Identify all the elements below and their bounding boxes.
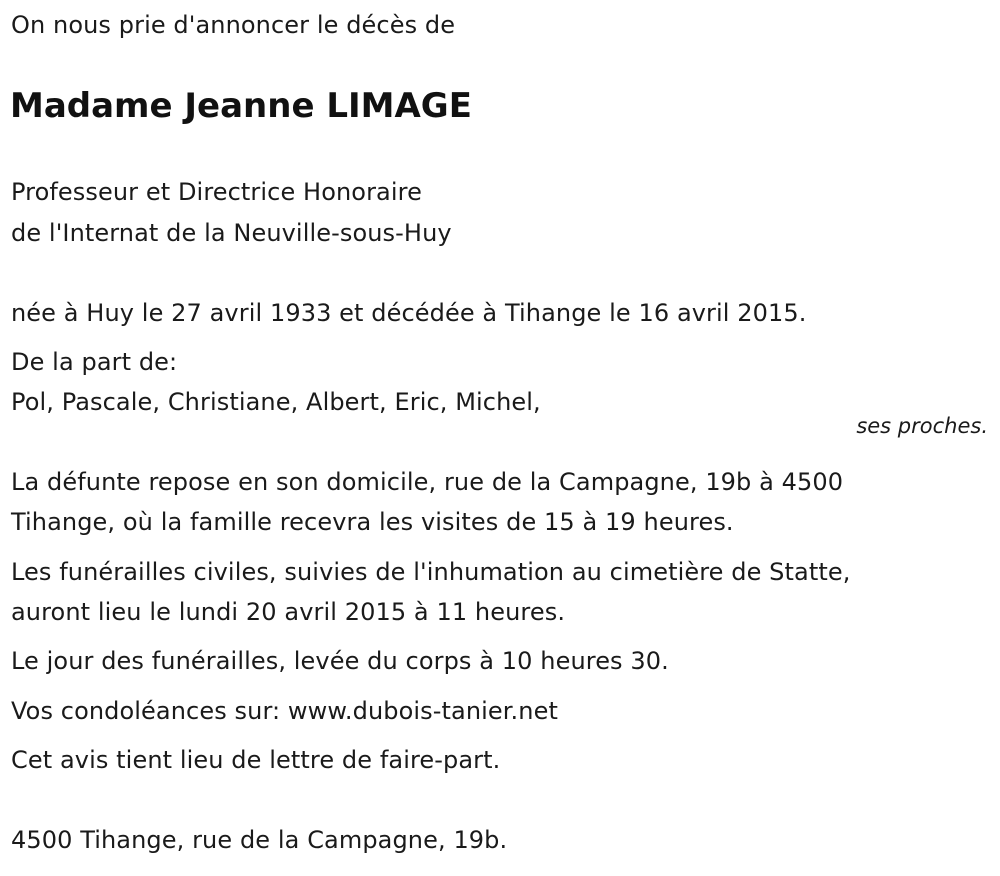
rest-line-2: Tihange, où la famille recevra les visites de 15 à 19 heures. [11,508,734,536]
condolences-text: Vos condoléances sur: www.dubois-tanier.net [11,697,558,725]
family-names: Pol, Pascale, Christiane, Albert, Eric, Michel, [11,388,541,416]
funeral-line-1: Les funérailles civiles, suivies de l'inhumation au cimetière de Statte, [11,558,851,586]
faire-part-text: Cet avis tient lieu de lettre de faire-part. [11,746,501,774]
profession-line-2: de l'Internat de la Neuville-sous-Huy [11,219,452,247]
profession-line-1: Professeur et Directrice Honoraire [11,178,422,206]
funeral-line-2: auront lieu le lundi 20 avril 2015 à 11 heures. [11,598,566,626]
address-text: 4500 Tihange, rue de la Campagne, 19b. [11,826,508,854]
departure-text: Le jour des funérailles, levée du corps à 10 heures 30. [11,647,669,675]
relatives-text: ses proches. [856,414,988,438]
birth-death-text: née à Huy le 27 avril 1933 et décédée à Tihange le 16 avril 2015. [11,299,807,327]
from-label: De la part de: [11,348,178,376]
rest-line-1: La défunte repose en son domicile, rue de la Campagne, 19b à 4500 [11,468,844,496]
intro-text: On nous prie d'annoncer le décès de [11,11,456,39]
deceased-name: Madame Jeanne LIMAGE [10,86,472,126]
